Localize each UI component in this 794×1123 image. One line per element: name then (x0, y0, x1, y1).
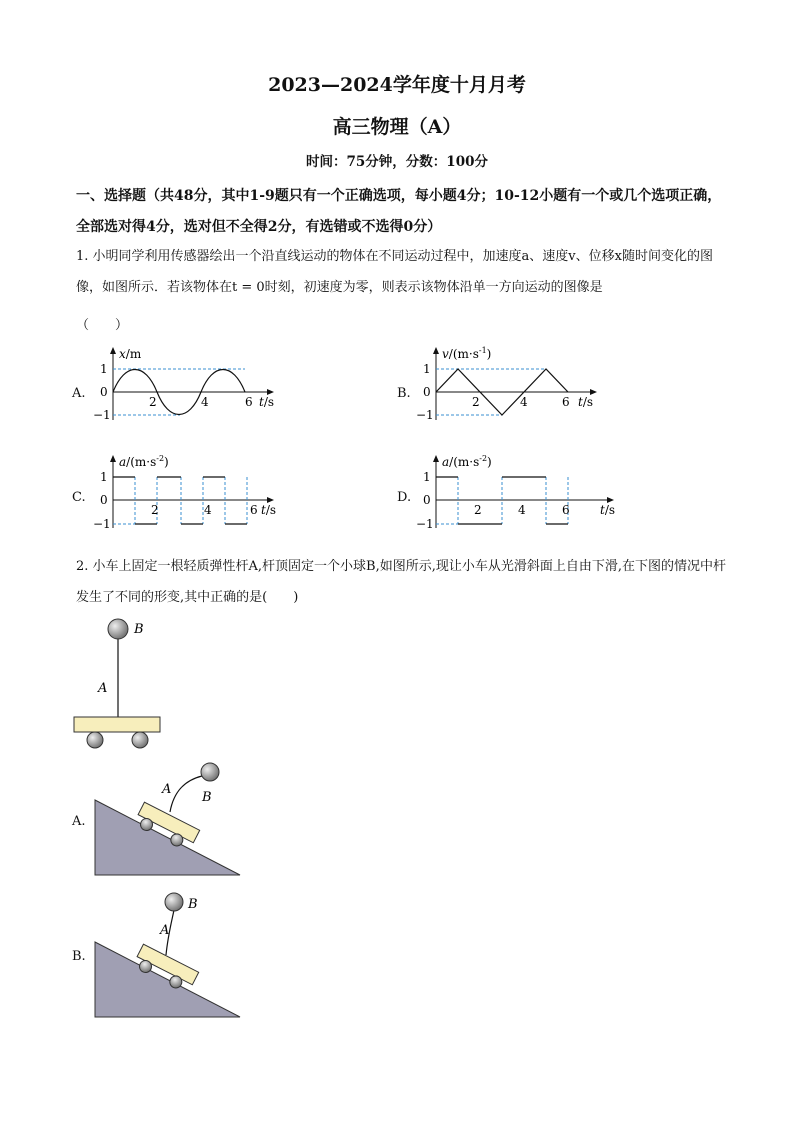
q1-option-d-label: D. (397, 490, 412, 505)
tick-0: 0 (423, 493, 431, 507)
y-label: $a/(m\cdot s^{-2})$ (119, 454, 169, 469)
exam-subtitle: 高三物理（A） (332, 116, 462, 138)
graph-d (418, 448, 628, 533)
tick-1: 1 (100, 470, 108, 484)
q2-option-b-label: B. (72, 949, 86, 964)
label-rod: A (160, 923, 170, 938)
wheel (132, 732, 148, 748)
y-label: $a/(m\cdot s^{-2})$ (442, 454, 492, 469)
incline (95, 942, 240, 1017)
incline (95, 800, 240, 875)
section-heading: 一、选择题（共48分，其中1-9题只有一个正确选项，每小题4分；10-12小题有一个或几个选项正确，全部选对得4分，选对但不全得2分，有选错或不选得0分） (76, 188, 722, 235)
q2-option-b-figure (90, 890, 250, 1020)
tick-4: 4 (201, 395, 209, 409)
q2-option-a-label: A. (72, 814, 86, 829)
tick-1: 1 (423, 362, 431, 376)
tick-neg1: −1 (416, 408, 434, 422)
x-label: t/s (578, 395, 594, 409)
q2-option-a-figure (90, 760, 250, 880)
x-label: t/s (259, 395, 275, 409)
tick-2: 2 (472, 395, 480, 409)
ball (201, 763, 219, 781)
question-2-text: 2. 小车上固定一根轻质弹性杆A,杆顶固定一个小球B,如图所示,现让小车从光滑斜面上自由下滑,在下图的情况中杆发生了不同的形变,其中正确的是( ) (76, 559, 727, 605)
graph-a (95, 340, 295, 425)
y-label: x/m (119, 347, 142, 361)
label-ball: B (202, 790, 212, 805)
tick-6: 6 (245, 395, 253, 409)
tick-6: 6 (562, 503, 570, 517)
tick-neg1: −1 (416, 517, 434, 531)
label-rod: A (162, 782, 172, 797)
tick-neg1: −1 (93, 408, 111, 422)
cart-body (74, 717, 160, 732)
question-1-blank: （ ） (76, 318, 129, 333)
tick-1: 1 (423, 470, 431, 484)
tick-6: 6 (250, 503, 258, 517)
x-label: t/s (600, 503, 616, 517)
graph-b (418, 340, 618, 425)
tick-4: 4 (520, 395, 528, 409)
tick-6: 6 (562, 395, 570, 409)
tick-0: 0 (423, 385, 431, 399)
tick-2: 2 (149, 395, 157, 409)
tick-4: 4 (518, 503, 526, 517)
exam-title: 2023—2024学年度十月月考 (268, 74, 526, 96)
ball (165, 893, 183, 911)
q1-option-a-label: A. (72, 386, 86, 401)
wheel (87, 732, 103, 748)
q2-reference-figure (70, 615, 180, 755)
tick-neg1: −1 (93, 517, 111, 531)
y-label: $v/(m\cdot s^{-1})$ (442, 346, 492, 361)
q1-option-b-label: B. (397, 386, 411, 401)
tick-0: 0 (100, 385, 108, 399)
question-1-text: 1. 小明同学利用传感器绘出一个沿直线运动的物体在不同运动过程中，加速度a、速度v、位移x随时间变化的图像，如图所示．若该物体在t = 0时刻，初速度为零，则表示该物体沿单一方向运动的图像是 (76, 249, 713, 295)
tick-2: 2 (151, 503, 159, 517)
tick-2: 2 (474, 503, 482, 517)
x-label: t/s (261, 503, 277, 517)
ball (108, 619, 128, 639)
graph-c (95, 448, 295, 533)
exam-info: 时间：75分钟，分数：100分 (306, 154, 488, 170)
label-ball: B (188, 897, 198, 912)
rod (170, 776, 202, 812)
label-rod: A (98, 681, 108, 696)
label-ball: B (134, 622, 144, 637)
tick-0: 0 (100, 493, 108, 507)
tick-1: 1 (100, 362, 108, 376)
tick-4: 4 (204, 503, 212, 517)
q1-option-c-label: C. (72, 490, 86, 505)
